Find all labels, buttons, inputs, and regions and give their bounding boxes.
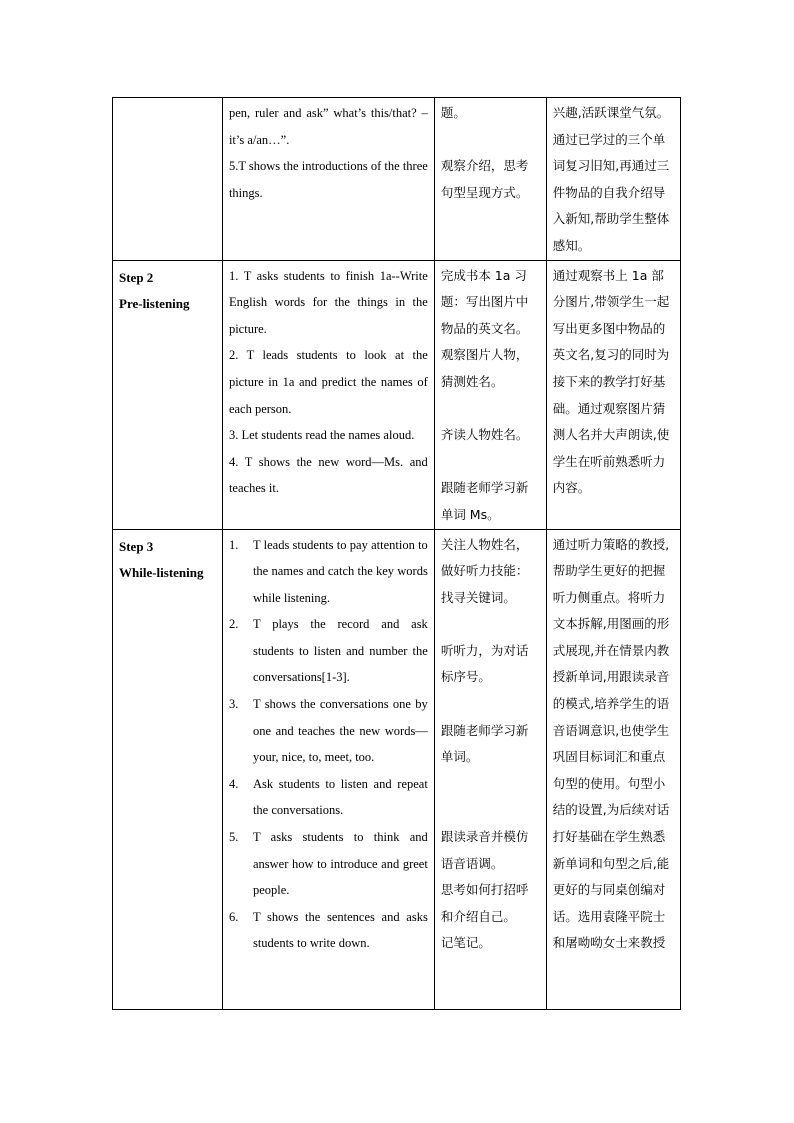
teacher-activity-cell xyxy=(222,260,434,529)
list-item: 5. T asks students to think and answer how to introduce and greet people. xyxy=(228,830,428,898)
step-number: Step 3 xyxy=(119,538,154,554)
step-title: Pre-listening xyxy=(119,295,190,311)
step-title: While-listening xyxy=(119,564,204,580)
student-activity-line: 跟随老师学习新单词 Ms。 xyxy=(440,480,529,522)
teacher-activity-line: 1. T asks students to finish 1a--Write English words for the things in the picture. xyxy=(228,268,428,336)
student-activity-line: 题。 xyxy=(440,105,466,120)
design-purpose-cell xyxy=(546,98,680,261)
design-purpose-cell xyxy=(546,529,680,1009)
design-purpose-text: 兴趣,活跃课堂气氛。通过已学过的三个单词复习旧知,再通过三件物品的自我介绍导入新知,帮助学生整体感知。 xyxy=(552,105,670,253)
student-activity-line: 关注人物姓名，做好听力技能：找寻关键词。 xyxy=(440,536,529,605)
design-purpose-cell xyxy=(546,260,680,529)
list-item: 1. T leads students to pay attention to the names and catch the key words while listening. xyxy=(228,537,428,605)
student-activity-line: 齐读人物姓名。 xyxy=(440,427,529,443)
step-cell xyxy=(113,529,223,1009)
student-activity-cell xyxy=(434,529,546,1009)
teacher-activity-line: 3. Let students read the names aloud. xyxy=(228,428,415,443)
student-activity-line: 听听力，为对话标序号。 xyxy=(440,642,529,685)
table-row xyxy=(113,260,681,529)
lesson-plan-table xyxy=(112,97,681,1010)
student-activity-line: 记笔记。 xyxy=(440,935,491,951)
table-row xyxy=(113,98,681,261)
list-item: 4. Ask students to listen and repeat the conversations. xyxy=(228,776,428,818)
student-activity-line: 观察介绍，思考句型呈现方式。 xyxy=(440,158,529,200)
student-activity-line: 跟随老师学习新单词。 xyxy=(440,722,529,765)
student-activity-cell xyxy=(434,260,546,529)
student-activity-line: 完成书本 1a 习题：写出图片中物品的英文名。 xyxy=(440,267,529,336)
student-activity-line: 思考如何打招呼和介绍自己。 xyxy=(440,882,529,924)
student-activity-line: 跟读录音并模仿语音语调。 xyxy=(440,829,529,871)
teacher-activity-line: 4. T shows the new word—Ms. and teaches it. xyxy=(228,454,428,496)
list-item: 2. T plays the record and ask students to listen and number the conversations[1-3]. xyxy=(228,617,428,685)
student-activity-line: 观察图片人物，猜测姓名。 xyxy=(440,347,529,389)
teacher-activity-line: pen, ruler and ask” what’s this/that? –it’s a/an…”. xyxy=(228,106,428,147)
student-activity-cell xyxy=(434,98,546,261)
design-purpose-text: 通过听力策略的教授,帮助学生更好的把握听力侧重点。将听力文本拆解,用图画的形式展现,并在情景内教授新单词,用跟读录音的模式,培养学生的语音语调意识,也使学生巩固目标词汇和重点句型的使用。句型小结的设置,为后续对话打好基础在学生熟悉新单词和句型之后,能更好的与同桌创编对话。选用袁隆平院士和屠呦呦女士来教授 xyxy=(552,536,670,951)
teacher-activity-line: 5.T shows the introductions of the three things. xyxy=(228,159,428,200)
teacher-activity-cell xyxy=(222,98,434,261)
design-purpose-text: 通过观察书上 1a 部分图片,带领学生一起写出更多图中物品的英文名,复习的同时为接下来的教学打好基础。通过观察图片猜测人名并大声朗读,使学生在听前熟悉听力内容。 xyxy=(552,267,670,496)
step-cell xyxy=(113,98,223,261)
list-item: 3. T shows the conversations one by one and teaches the new words—your, nice, to, meet, too. xyxy=(228,697,428,765)
step-cell xyxy=(113,260,223,529)
step-number: Step 2 xyxy=(119,269,154,285)
teacher-activity-line: 2. T leads students to look at the picture in 1a and predict the names of each person. xyxy=(228,348,428,416)
teacher-activity-cell xyxy=(222,529,434,1009)
table-row xyxy=(113,529,681,1009)
teacher-activity-list xyxy=(229,532,428,958)
list-item: 6. T shows the sentences and asks students to write down. xyxy=(228,909,428,951)
